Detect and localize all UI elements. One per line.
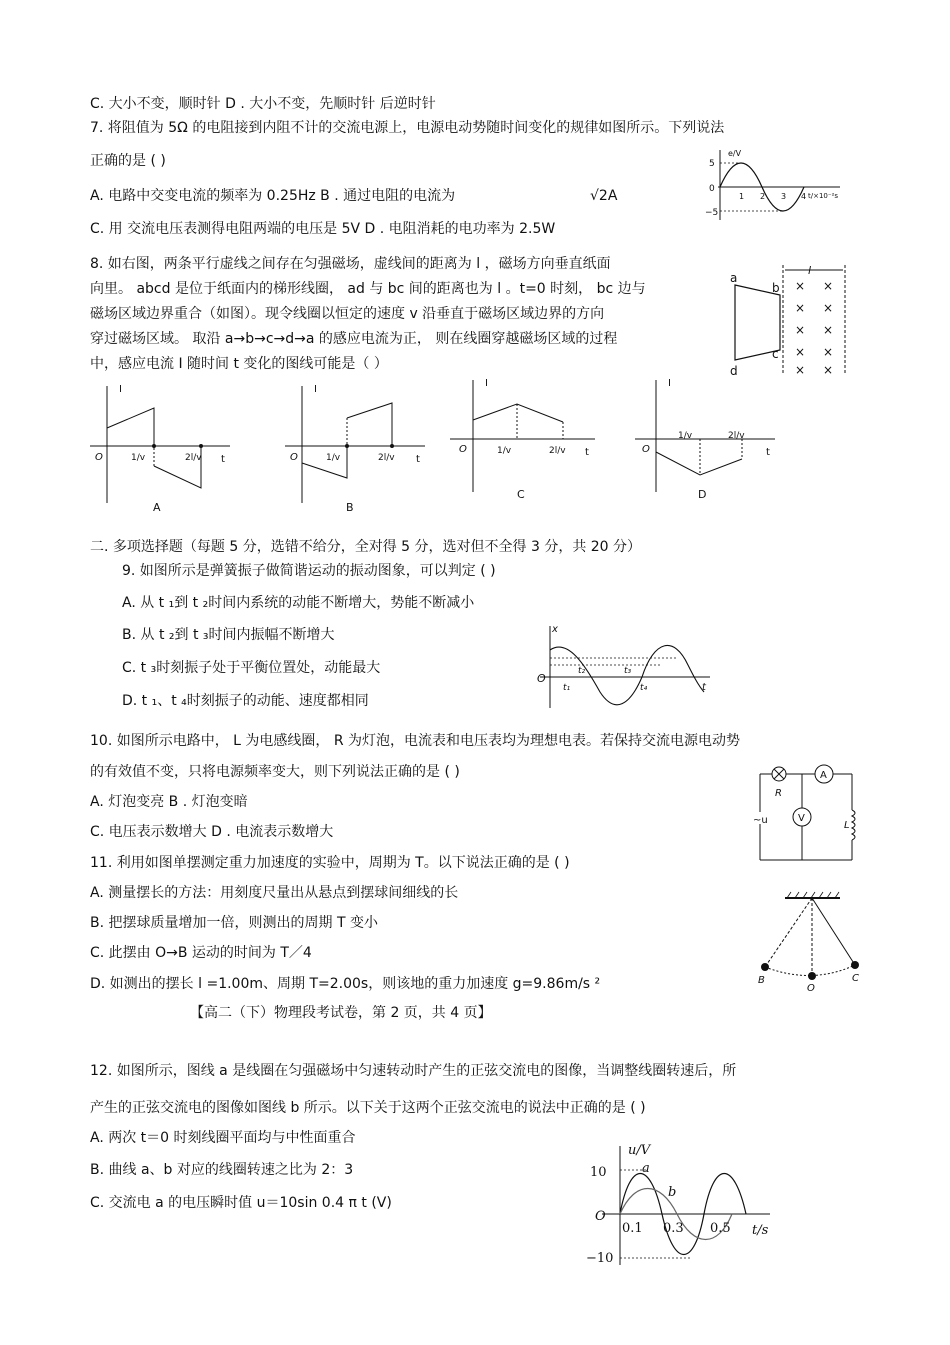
x-tick-1: 1 <box>739 192 745 201</box>
tick-t1: t₁ <box>563 683 571 693</box>
svg-text:×: × <box>795 363 806 377</box>
graph-letter-a: A <box>153 501 161 514</box>
lamp-label-r: R <box>775 788 782 799</box>
y-tick-10: 10 <box>590 1165 607 1180</box>
q8-graph-c <box>445 372 610 507</box>
origin-label: 0 <box>709 184 715 194</box>
field-crosses <box>795 279 833 377</box>
option-c-prev: C. 大小不变，顺时针 D . 大小不变，先顺时针 后逆时针 <box>90 96 436 112</box>
tick-2l-over-v: 2l/v <box>549 446 566 456</box>
graph-letter-c: C <box>517 488 525 501</box>
q7-emf-graph <box>700 145 850 225</box>
tick-t3: t₃ <box>624 666 632 676</box>
y-tick-top: 5 <box>709 159 715 169</box>
x-tick-2: 2 <box>760 192 766 201</box>
q9-stem: 9. 如图所示是弹簧振子做简谐运动的振动图象，可以判定 ( ) <box>122 563 496 579</box>
axis-label-i: I <box>314 384 317 395</box>
origin-label: O <box>642 444 650 455</box>
tick-1-over-v: 1/v <box>326 453 341 463</box>
bob-c <box>851 961 859 969</box>
svg-text:×: × <box>823 279 834 293</box>
source-label: ~u <box>753 815 768 826</box>
ammeter-label: A <box>820 770 827 781</box>
y-tick-bottom: −5 <box>705 208 719 218</box>
vertex-c: c <box>772 347 779 361</box>
width-label: l <box>808 264 812 277</box>
q11-option-c: C. 此摆由 O→B 运动的时间为 T／4 <box>90 945 312 961</box>
axis-label-t: t <box>766 447 770 458</box>
tick-1-over-v: 1/v <box>678 431 693 441</box>
q8-graph-d <box>630 372 790 507</box>
origin-label: O <box>459 444 467 455</box>
svg-text:×: × <box>823 301 834 315</box>
vertex-d: d <box>730 364 738 378</box>
q8-line3: 磁场区域边界重合（如图）。现令线圈以恒定的速度 v 沿垂直于磁场区域边界的方向 <box>90 306 605 322</box>
q8-line2: 向里。 abcd 是位于纸面内的梯形线圈， ad 与 bc 间的距离也为 l 。t=0 时刻， bc 边与 <box>90 281 646 297</box>
q12-line2: 产生的正弦交流电的图像如图线 b 所示。以下关于这两个正弦交流电的说法中正确的是 ( ) <box>90 1100 646 1116</box>
tick-1-over-v: 1/v <box>497 446 512 456</box>
bob-b <box>761 963 769 971</box>
q7-option-a: A. 电路中交变电流的频率为 0.25Hz B . 通过电阻的电流为 <box>90 188 456 204</box>
x-tick-0-3: 0.3 <box>663 1221 684 1236</box>
inductor-label: L <box>844 820 850 831</box>
x-axis-label: t/×10⁻²s <box>808 192 839 200</box>
q9-option-c: C. t ₃时刻振子处于平衡位置处，动能最大 <box>122 660 381 676</box>
graph-letter-d: D <box>698 488 707 501</box>
label-b: B <box>758 975 765 986</box>
tick-t4: t₄ <box>640 683 648 693</box>
q8-line1: 8. 如右图，两条平行虚线之间存在匀强磁场，虚线间的距离为 l ，磁场方向垂直纸面 <box>90 256 611 272</box>
axis-label-t: t <box>585 447 589 458</box>
q10-option-a: A. 灯泡变亮 B . 灯泡变暗 <box>90 794 248 810</box>
y-axis-label: e/V <box>728 149 742 158</box>
vertex-b: b <box>772 281 780 295</box>
string-b <box>765 898 812 967</box>
q12-voltage-graph <box>580 1140 780 1270</box>
origin-label: O <box>595 1209 606 1224</box>
q9-option-d: D. t ₁、t ₄时刻振子的动能、速度都相同 <box>122 693 369 709</box>
axis-label-i: I <box>119 384 122 395</box>
q11-option-a: A. 测量摆长的方法：用刻度尺量出从悬点到摆球间细线的长 <box>90 885 459 901</box>
svg-text:×: × <box>795 345 806 359</box>
curve-b-label: b <box>668 1185 677 1200</box>
svg-text:×: × <box>795 301 806 315</box>
origin-label: O <box>537 672 546 685</box>
label-c: C <box>852 973 859 984</box>
x-tick-3: 3 <box>781 192 787 201</box>
axis-label-t: t <box>702 682 706 693</box>
current-line <box>473 404 563 422</box>
tick-2l-over-v: 2l/v <box>728 431 745 441</box>
tick-t2: t₂ <box>578 666 586 676</box>
q7-stem: 7. 将阻值为 5Ω 的电阻接到内阻不计的交流电源上，电源电动势随时间变化的规律如图所示。下列说法 <box>90 120 725 136</box>
current-line <box>656 452 742 475</box>
svg-text:×: × <box>823 345 834 359</box>
x-axis-label: t/s <box>752 1223 769 1238</box>
inductor-coil-icon <box>852 810 855 840</box>
q10-circuit-diagram <box>752 760 870 865</box>
string-c <box>812 898 855 965</box>
x-tick-4: 4 <box>801 192 807 201</box>
q7-option-c: C. 用 交流电压表测得电阻两端的电压是 5V D . 电阻消耗的电功率为 2.5W <box>90 221 556 237</box>
q7-stem2: 正确的是 ( ) <box>90 153 166 169</box>
y-axis-label: u/V <box>628 1143 651 1158</box>
tick-1-over-v: 1/v <box>131 453 146 463</box>
current-line-negative <box>302 446 347 478</box>
graph-letter-b: B <box>346 501 354 514</box>
q9-option-b: B. 从 t ₂到 t ₃时间内振幅不断增大 <box>122 627 335 643</box>
axis-label-t: t <box>221 454 225 465</box>
axis-label-i: I <box>668 378 671 389</box>
origin-label: O <box>95 452 103 463</box>
q8-line4: 穿过磁场区域。 取沿 a→b→c→d→a 的感应电流为正， 则在线圈穿越磁场区域的过程 <box>90 331 618 347</box>
x-tick-0-5: 0.5 <box>710 1221 731 1236</box>
origin-label: O <box>290 452 298 463</box>
tick-2l-over-v: 2l/v <box>378 453 395 463</box>
page-footer: 【高二（下）物理段考试卷，第 2 页，共 4 页】 <box>190 1005 492 1021</box>
section-2-header: 二. 多项选择题（每题 5 分，选错不给分，全对得 5 分，选对但不全得 3 分，共 20 分） <box>90 539 642 555</box>
curve-a-label: a <box>642 1161 650 1176</box>
label-o: O <box>807 983 815 994</box>
y-tick-neg10: −10 <box>586 1251 614 1266</box>
svg-text:×: × <box>823 323 834 337</box>
current-line-positive <box>107 408 154 446</box>
current-line-positive <box>347 403 392 446</box>
svg-text:×: × <box>795 323 806 337</box>
voltmeter-label: V <box>798 813 805 824</box>
q12-option-a: A. 两次 t＝0 时刻线圈平面均与中性面重合 <box>90 1130 356 1146</box>
q8-line5: 中，感应电流 I 随时间 t 变化的图线可能是（ ） <box>90 356 388 372</box>
axis-label-i: I <box>485 378 488 389</box>
q10-line2: 的有效值不变，只将电源频率变大，则下列说法正确的是 ( ) <box>90 764 460 780</box>
q8-coil-field-figure <box>725 262 855 382</box>
q9-oscillation-graph <box>530 620 715 712</box>
q10-line1: 10. 如图所示电路中， L 为电感线圈， R 为灯泡，电流表和电压表均为理想电表。若保持交流电源电动势 <box>90 733 741 749</box>
q11-stem: 11. 利用如图单摆测定重力加速度的实验中，周期为 T。以下说法正确的是 ( ) <box>90 855 570 871</box>
q8-graph-a <box>85 378 245 516</box>
q12-line1: 12. 如图所示，图线 a 是线圈在匀强磁场中匀速转动时产生的正弦交流电的图像，当调整线圈转速后，所 <box>90 1063 737 1079</box>
tick-2l-over-v: 2l/v <box>185 453 202 463</box>
q8-graph-b <box>280 378 440 516</box>
svg-text:×: × <box>795 279 806 293</box>
q11-option-b: B. 把摆球质量增加一倍，则测出的周期 T 变小 <box>90 915 378 931</box>
q11-option-d: D. 如测出的摆长 l =1.00m、周期 T=2.00s，则该地的重力加速度 g=9.86m/s ² <box>90 976 601 992</box>
vertex-a: a <box>730 271 738 285</box>
q10-option-c: C. 电压表示数增大 D . 电流表示数增大 <box>90 824 334 840</box>
svg-text:×: × <box>823 363 834 377</box>
q11-pendulum-figure <box>755 890 875 995</box>
q12-option-c: C. 交流电 a 的电压瞬时值 u＝10sin 0.4 π t (V) <box>90 1195 392 1211</box>
x-tick-0-1: 0.1 <box>622 1221 643 1236</box>
q12-option-b: B. 曲线 a、b 对应的线圈转速之比为 2：3 <box>90 1162 354 1178</box>
q7-option-b-value: √2A <box>590 188 618 204</box>
q9-option-a: A. 从 t ₁到 t ₂时间内系统的动能不断增大，势能不断减小 <box>122 595 475 611</box>
bob-o <box>808 972 816 980</box>
axis-label-x: x <box>552 624 558 635</box>
axis-label-t: t <box>416 454 420 465</box>
